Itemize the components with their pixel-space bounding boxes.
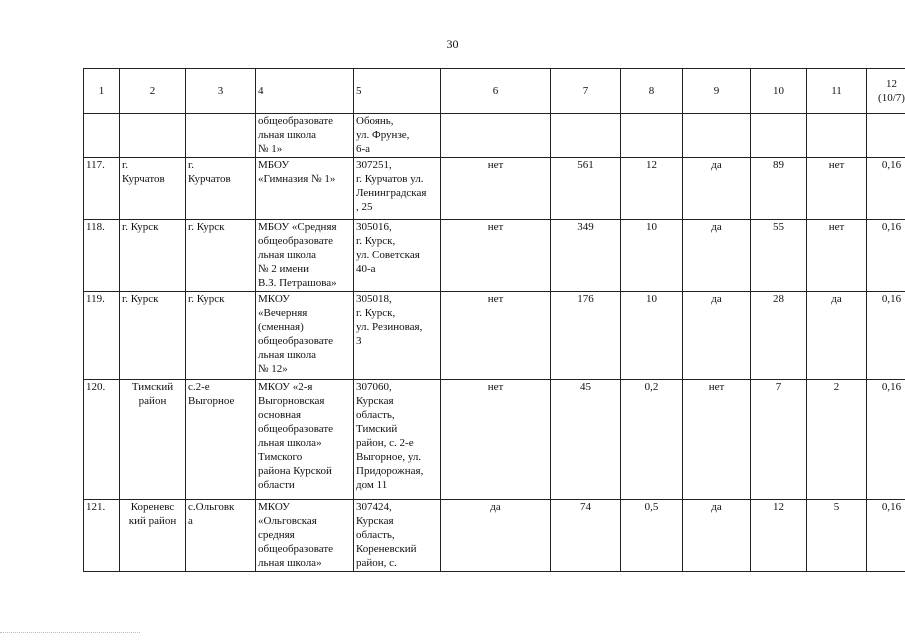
cell-col10: 28	[751, 292, 807, 380]
cell-col8: 10	[621, 292, 683, 380]
cell-col5: 305018, г. Курск, ул. Резиновая, 3	[354, 292, 441, 380]
cell-col4: МКОУ «Вечерняя (сменная) общеобразовате льная школа № 12»	[256, 292, 354, 380]
cell-col10: 12	[751, 500, 807, 572]
table-row	[84, 114, 905, 158]
cell-col3: с.Ольговк а	[186, 500, 256, 572]
header-cell-6: 6	[441, 69, 551, 114]
cell-col4: общеобразовате льная школа № 1»	[256, 114, 354, 158]
cell-col7	[551, 114, 621, 158]
cell-col11	[807, 114, 867, 158]
cell-col7: 176	[551, 292, 621, 380]
cell-col8	[621, 114, 683, 158]
page-number: 30	[446, 37, 459, 51]
cell-col2	[120, 114, 186, 158]
cell-col8: 0,2	[621, 380, 683, 500]
header-cell-10: 10	[751, 69, 807, 114]
cell-col6: нет	[441, 220, 551, 292]
cell-col12: 0,16	[867, 220, 905, 292]
cell-col2: г. Курск	[120, 220, 186, 292]
cell-col6: да	[441, 500, 551, 572]
cell-col10: 55	[751, 220, 807, 292]
header-cell-11: 11	[807, 69, 867, 114]
cell-col9: да	[683, 220, 751, 292]
cell-col3: г. Курск	[186, 292, 256, 380]
header-cell-4: 4	[256, 69, 354, 114]
cell-col2: Тимский район	[120, 380, 186, 500]
header-cell-2: 2	[120, 69, 186, 114]
cell-col11: 2	[807, 380, 867, 500]
cell-col5: Обоянь, ул. Фрунзе, 6-а	[354, 114, 441, 158]
table-row	[84, 500, 905, 572]
cell-col10	[751, 114, 807, 158]
scan-artifact	[0, 632, 140, 635]
cell-col7: 74	[551, 500, 621, 572]
table-body	[84, 114, 905, 572]
cell-col5: 307060, Курская область, Тимский район, с. 2-е Выгорное, ул. Придорожная, дом 11	[354, 380, 441, 500]
cell-col7: 45	[551, 380, 621, 500]
cell-col12: 0,16	[867, 500, 905, 572]
cell-col4: МБОУ «Гимназия № 1»	[256, 158, 354, 220]
cell-col9	[683, 114, 751, 158]
cell-col8: 0,5	[621, 500, 683, 572]
cell-col9: да	[683, 158, 751, 220]
table-row	[84, 220, 905, 292]
cell-col5: 307424, Курская область, Кореневский район, с.	[354, 500, 441, 572]
header-cell-9: 9	[683, 69, 751, 114]
cell-col6	[441, 114, 551, 158]
schools-table	[83, 68, 905, 572]
header-cell-1: 1	[84, 69, 120, 114]
cell-col8: 10	[621, 220, 683, 292]
cell-col7: 561	[551, 158, 621, 220]
header-cell-5: 5	[354, 69, 441, 114]
cell-num: 121.	[84, 500, 120, 572]
cell-col3	[186, 114, 256, 158]
table-row	[84, 292, 905, 380]
cell-col5: 307251, г. Курчатов ул. Ленинградская , 25	[354, 158, 441, 220]
cell-col3: г. Курчатов	[186, 158, 256, 220]
cell-col4: МКОУ «Ольговская средняя общеобразовате льная школа»	[256, 500, 354, 572]
cell-col10: 89	[751, 158, 807, 220]
cell-col11: нет	[807, 220, 867, 292]
header-cell-12: 12 (10/7)	[867, 69, 905, 114]
cell-col12: 0,16	[867, 158, 905, 220]
cell-num: 118.	[84, 220, 120, 292]
cell-col2: г. Курчатов	[120, 158, 186, 220]
cell-col11: да	[807, 292, 867, 380]
cell-col5: 305016, г. Курск, ул. Советская 40-а	[354, 220, 441, 292]
cell-col9: да	[683, 292, 751, 380]
cell-col11: 5	[807, 500, 867, 572]
cell-col4: МБОУ «Средняя общеобразовате льная школа № 2 имени В.З. Петрашова»	[256, 220, 354, 292]
cell-col8: 12	[621, 158, 683, 220]
cell-col3: г. Курск	[186, 220, 256, 292]
cell-col3: с.2-е Выгорное	[186, 380, 256, 500]
cell-num: 119.	[84, 292, 120, 380]
cell-col12	[867, 114, 905, 158]
cell-col6: нет	[441, 158, 551, 220]
table-row	[84, 380, 905, 500]
cell-col10: 7	[751, 380, 807, 500]
header-cell-7: 7	[551, 69, 621, 114]
cell-col9: нет	[683, 380, 751, 500]
cell-col7: 349	[551, 220, 621, 292]
cell-col6: нет	[441, 380, 551, 500]
cell-num	[84, 114, 120, 158]
cell-col6: нет	[441, 292, 551, 380]
cell-col9: да	[683, 500, 751, 572]
cell-col4: МКОУ «2-я Выгорновская основная общеобразовате льная школа» Тимского района Курской области	[256, 380, 354, 500]
cell-col2: Кореневс кий район	[120, 500, 186, 572]
header-cell-8: 8	[621, 69, 683, 114]
table-row	[84, 158, 905, 220]
cell-num: 117.	[84, 158, 120, 220]
header-row	[84, 69, 905, 114]
cell-col2: г. Курск	[120, 292, 186, 380]
cell-col12: 0,16	[867, 292, 905, 380]
cell-num: 120.	[84, 380, 120, 500]
cell-col11: нет	[807, 158, 867, 220]
header-cell-3: 3	[186, 69, 256, 114]
cell-col12: 0,16	[867, 380, 905, 500]
